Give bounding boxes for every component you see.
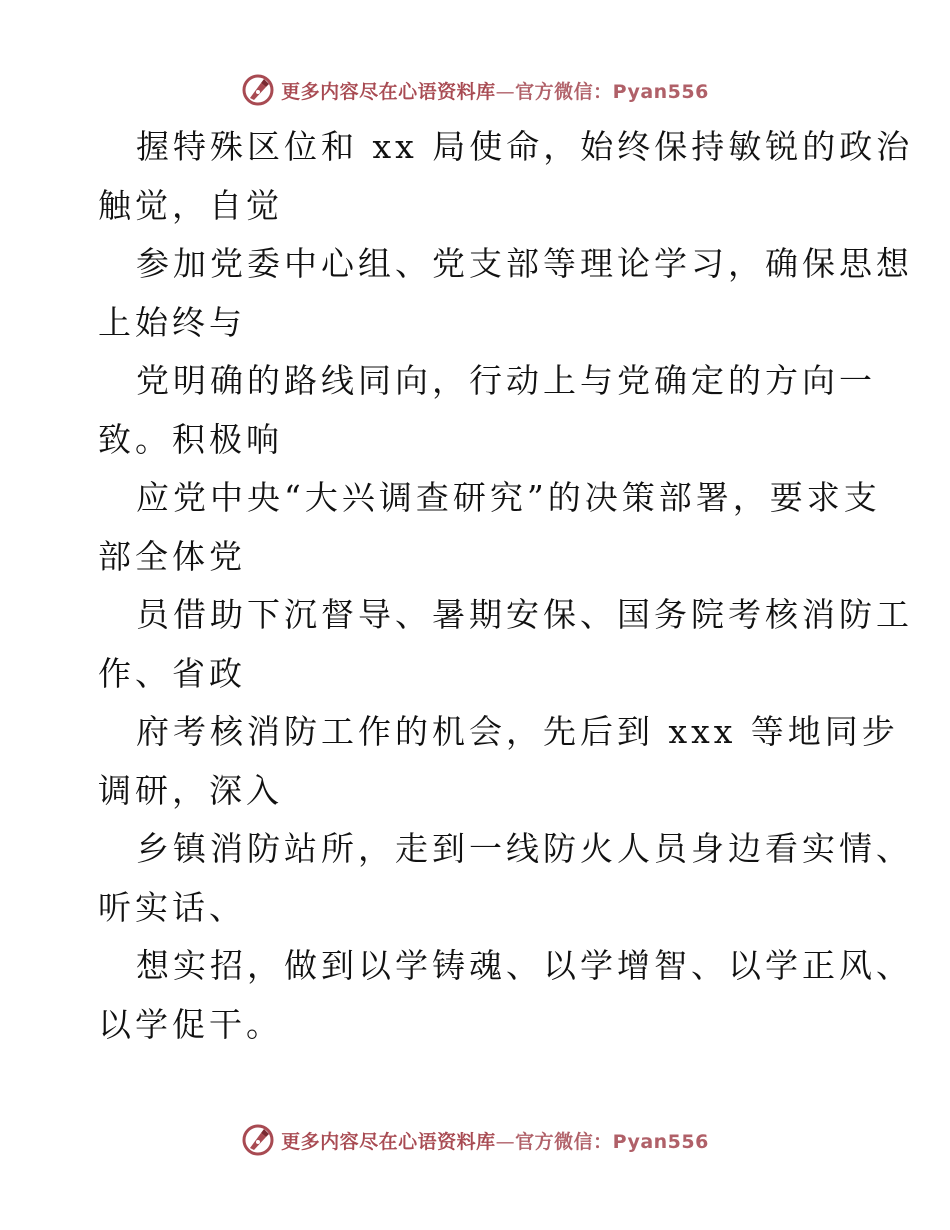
header-watermark bbox=[0, 72, 950, 108]
paragraph-line: 握特殊区位和 xx 局使命，始终保持敏锐的政治 bbox=[136, 127, 914, 166]
paragraph-line: 触觉，自觉 bbox=[98, 185, 283, 225]
paragraph-line: 员借助下沉督导、暑期安保、国务院考核消防工 bbox=[136, 595, 913, 634]
paragraph-line: 上始终与 bbox=[98, 302, 246, 342]
document-body bbox=[98, 118, 914, 1054]
paragraph-line: 党明确的路线同向，行动上与党确定的方向一 bbox=[136, 361, 876, 400]
watermark-brand: 更多内容尽在心语资料库 bbox=[281, 80, 496, 103]
watermark-wechat-label: 官方微信： bbox=[515, 1130, 613, 1153]
watermark-separator: — bbox=[495, 1130, 516, 1153]
paragraph-line: 府考核消防工作的机会，先后到 xxx 等地同步 bbox=[136, 712, 899, 751]
watermark-wechat-label: 官方微信： bbox=[515, 80, 613, 103]
paragraph-line: 应党中央“大兴调查研究”的决策部署，要求支 bbox=[136, 478, 881, 517]
paragraph-line: 想实招，做到以学铸魂、以学增智、以学正风、 bbox=[136, 946, 913, 985]
watermark-wechat-id: Pyan556 bbox=[612, 80, 709, 103]
watermark-wechat-id: Pyan556 bbox=[612, 1130, 709, 1153]
paragraph-line: 听实话、 bbox=[98, 887, 246, 927]
watermark-brand: 更多内容尽在心语资料库 bbox=[281, 1130, 496, 1153]
watermark-separator: — bbox=[495, 80, 516, 103]
paragraph-line: 参加党委中心组、党支部等理论学习，确保思想 bbox=[136, 244, 913, 283]
paragraph-line: 调研，深入 bbox=[98, 770, 283, 810]
paragraph-line: 部全体党 bbox=[98, 536, 246, 576]
paragraph-line: 作、省政 bbox=[98, 653, 246, 693]
paragraph-line: 以学促干。 bbox=[98, 1004, 283, 1044]
paragraph-line: 乡镇消防站所，走到一线防火人员身边看实情、 bbox=[136, 829, 913, 868]
pen-nib-circle-icon bbox=[241, 73, 275, 107]
pen-nib-circle-icon bbox=[241, 1123, 275, 1157]
paragraph-line: 致。积极响 bbox=[98, 419, 283, 459]
footer-watermark bbox=[0, 1122, 950, 1158]
